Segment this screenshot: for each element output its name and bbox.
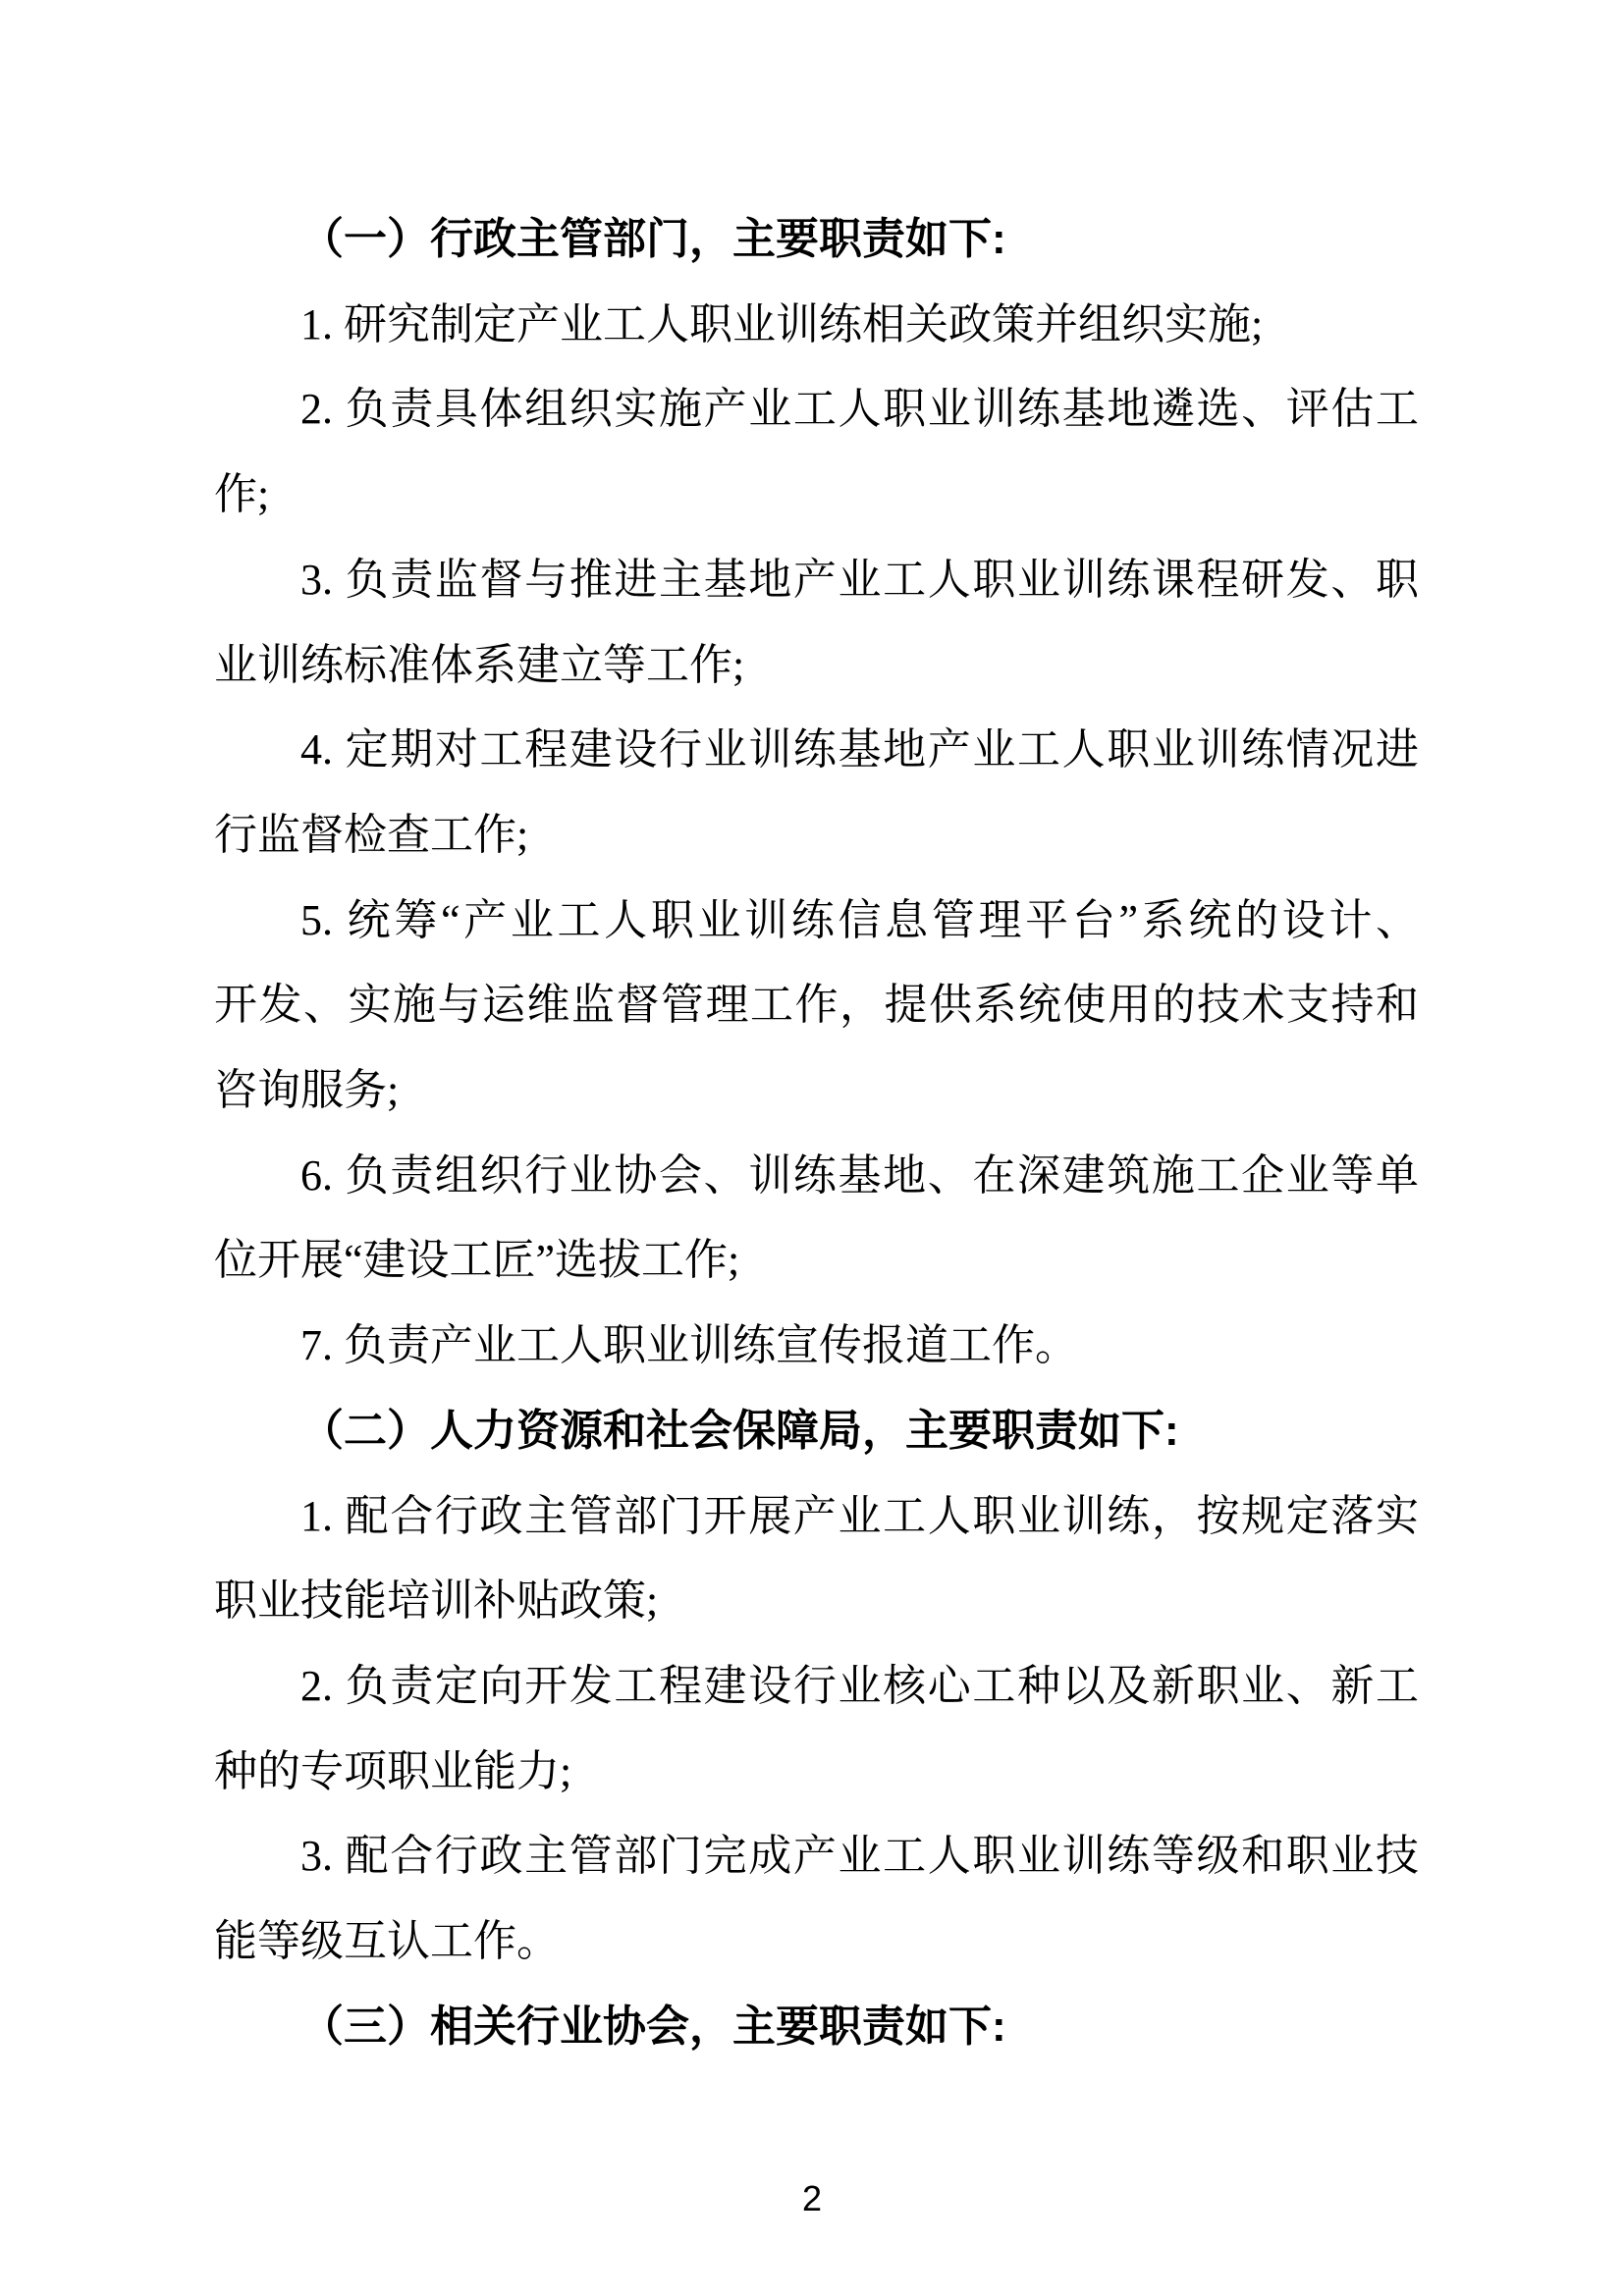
text-line: 3. 配合行政主管部门完成产业工人职业训练等级和职业技 bbox=[300, 1832, 1419, 1881]
text-line: 2. 负责定向开发工程建设行业核心工种以及新职业、新工 bbox=[300, 1661, 1419, 1710]
text-line: 行监督检查工作; bbox=[214, 810, 529, 859]
section-heading: （一）行政主管部门，主要职责如下: bbox=[300, 215, 1006, 263]
text-line: 作; bbox=[214, 470, 270, 519]
text-line: 7. 负责产业工人职业训练宣传报道工作。 bbox=[300, 1321, 1078, 1370]
text-line: 1. 研究制定产业工人职业训练相关政策并组织实施; bbox=[300, 299, 1264, 348]
page-number: 2 bbox=[801, 2178, 823, 2218]
text-line: 1. 配合行政主管部门开展产业工人职业训练，按规定落实 bbox=[300, 1491, 1419, 1540]
document-body bbox=[214, 197, 1419, 2069]
text-line: 职业技能培训补贴政策; bbox=[214, 1576, 659, 1626]
section-heading: （二）人力资源和社会保障局，主要职责如下: bbox=[300, 1406, 1179, 1455]
text-line: 业训练标准体系建立等工作; bbox=[214, 640, 745, 689]
text-line: 6. 负责组织行业协会、训练基地、在深建筑施工企业等单 bbox=[300, 1150, 1419, 1200]
text-line: 种的专项职业能力; bbox=[214, 1746, 572, 1795]
text-line: 能等级互认工作。 bbox=[214, 1917, 560, 1966]
text-line: 2. 负责具体组织实施产业工人职业训练基地遴选、评估工 bbox=[300, 385, 1419, 434]
text-line: 5. 统筹“产业工人职业训练信息管理平台”系统的设计、 bbox=[300, 895, 1419, 944]
text-line: 4. 定期对工程建设行业训练基地产业工人职业训练情况进 bbox=[300, 725, 1419, 774]
text-line: 位开展“建设工匠”选拔工作; bbox=[214, 1236, 740, 1285]
text-line: 咨询服务; bbox=[214, 1066, 400, 1115]
text-line: 开发、实施与运维监督管理工作，提供系统使用的技术支持和 bbox=[214, 981, 1419, 1030]
section-heading: （三）相关行业协会，主要职责如下: bbox=[300, 2002, 1006, 2051]
text-line: 3. 负责监督与推进主基地产业工人职业训练课程研发、职 bbox=[300, 555, 1419, 604]
